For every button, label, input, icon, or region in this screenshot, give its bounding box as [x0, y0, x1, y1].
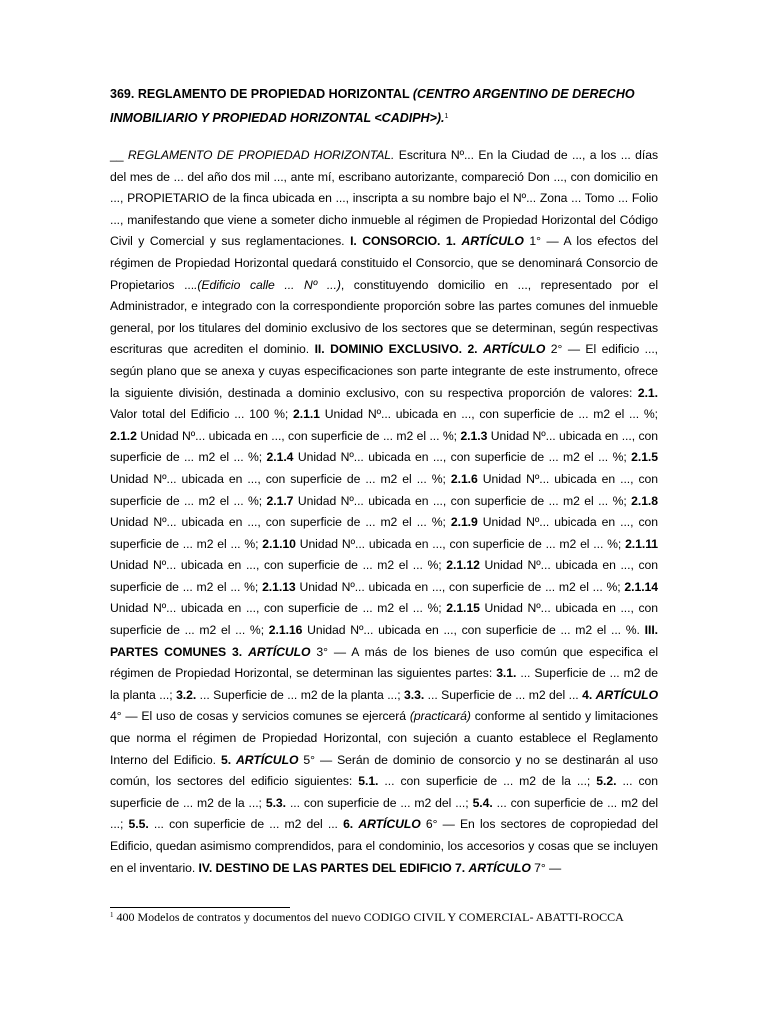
body-run: ... Superficie de ... m2 de la planta ...;	[110, 666, 658, 702]
body-run: ARTÍCULO	[461, 234, 524, 249]
body-run: 2.1.	[637, 385, 658, 400]
body-run: 5.1.	[358, 774, 379, 789]
body-run	[468, 861, 530, 875]
body-run: 2.1.4	[266, 450, 294, 465]
body-run: 2.1.7	[266, 493, 294, 508]
body-run	[596, 688, 658, 702]
body-run: , constituyendo domicilio en ..., representado por el Administrador, e integrado con la correspondiente proporción sobre las partes comunes del inmueble general, por los titulares del dominio exclusivo de los sectores que se determinan, según respectivas escrituras que acrediten el dominio.	[110, 277, 658, 357]
body-run: .(Edificio calle ... Nº ...)	[194, 277, 341, 292]
body-run: Unidad Nº... ubicada en ..., con superficie de ... m2 el ... %;	[295, 579, 625, 594]
body-run: REGLAMENTO DE PROPIEDAD HORIZONTAL.	[127, 148, 395, 162]
document-body	[110, 145, 658, 879]
footnote-text: 400 Modelos de contratos y documentos del nuevo CODIGO CIVIL Y COMERCIAL- ABATTI-ROCCA	[113, 910, 624, 924]
body-run: 2.1.3	[460, 428, 488, 443]
body-run: Valor total del Edificio ... 100 %;	[110, 407, 294, 422]
body-run: Unidad Nº... ubicada en ..., con superficie de ... m2 el ... %;	[110, 428, 658, 465]
body-run: 2.1.6	[450, 471, 478, 486]
body-run: 2.1.8	[631, 493, 658, 508]
body-run: Unidad Nº... ubicada en ..., con superficie de ... m2 el ... %;	[110, 515, 658, 551]
body-run: 5.2.	[596, 774, 617, 789]
body-run: (practicará)	[409, 709, 471, 724]
body-run: Unidad Nº... ubicada en ..., con superficie de ... m2 el ... %;	[110, 601, 658, 638]
body-run: ... con superficie de ... m2 de la ...;	[378, 774, 597, 789]
body-run: ARTÍCULO	[248, 644, 311, 659]
body-run: ... con superficie de ... m2 del ...	[148, 817, 344, 832]
heading-subtitle: (CENTRO ARGENTINO DE DERECHO INMOBILIARIO Y PROPIEDAD HORIZONTAL <CADIPH>).	[110, 87, 635, 125]
body-run: Unidad Nº... ubicada en ..., con superficie de ... m2 el ... %;	[110, 515, 451, 530]
body-run: Unidad Nº... ubicada en ..., con superficie de ... m2 el ... %.	[302, 623, 645, 638]
body-run: Unidad Nº... ubicada en ..., con superficie de ... m2 el ... %;	[319, 407, 658, 422]
body-run: ... con superficie de ... m2 del ...;	[110, 795, 658, 832]
body-run: Unidad Nº... ubicada en ..., con superficie de ... m2 el ... %;	[110, 558, 447, 573]
body-run: ARTÍCULO	[236, 752, 299, 767]
footnote-divider	[110, 907, 290, 908]
footnote	[110, 909, 658, 925]
body-run: 6.	[343, 817, 359, 832]
body-run: 2.1.9	[450, 515, 478, 530]
body-run	[358, 817, 420, 831]
body-run: ... Superficie de ... m2 de la planta ...;	[196, 687, 405, 702]
body-run	[236, 753, 298, 767]
body-run: 3.1.	[496, 666, 517, 681]
body-run: Unidad Nº... ubicada en ..., con superficie de ... m2 el ... %;	[110, 558, 658, 594]
body-run: 2.1.12	[446, 558, 480, 573]
body-run: 2.1.5	[631, 450, 658, 465]
body-run: ARTÍCULO	[358, 817, 421, 832]
body-run: IV. DESTINO DE LAS PARTES DEL EDIFICIO 7.	[198, 860, 469, 875]
body-run: 5.	[220, 752, 237, 767]
body-run: 5.5.	[128, 817, 149, 832]
heading-title: REGLAMENTO DE PROPIEDAD HORIZONTAL	[137, 87, 410, 101]
body-run: 6° — En los sectores de copropiedad del Edificio, quedan asimismo comprendidos, para el condominio, los accesorios y cosas que se incluyen en el inventario.	[110, 817, 658, 875]
footnote-marker: 1	[110, 911, 114, 919]
body-run: 4° — El uso de cosas y servicios comunes se ejercerá	[110, 709, 410, 724]
body-run: 2.1.10	[262, 536, 296, 551]
body-run: 2.1.2	[110, 428, 137, 443]
body-run: 3.2.	[176, 687, 197, 702]
body-run: Unidad Nº... ubicada en ..., con superficie de ... m2 el ... %;	[293, 493, 632, 508]
body-run: III. PARTES COMUNES 3.	[110, 623, 658, 659]
heading-footnote-ref: 1	[444, 113, 449, 120]
body-run: ARTÍCULO	[595, 687, 658, 702]
body-run: 4.	[582, 687, 596, 702]
body-run: 7° —	[530, 860, 562, 875]
body-run: conforme al sentido y limitaciones que norma el régimen de Propiedad Horizontal, con sujeción a cuanto establece el Reglamento Interno del Edificio.	[110, 709, 658, 767]
body-run: 5.3.	[265, 795, 286, 810]
body-run: 2° — El edificio ..., según plano que se anexa y cuyas especificaciones son parte integrante de este instrumento, ofrece la siguiente división, destinada a dominio exclusivo, con su respectiva proporción de valores:	[110, 342, 658, 400]
body-run: ARTÍCULO	[468, 860, 531, 875]
body-run: Escritura Nº... En la Ciudad de ..., a los ... días del mes de ... del año dos mil ..., ante mí, escribano autorizante, compareció Don ..., con domicilio en ..., PROPIETARIO de la finca ubicada en ..., inscripta a su nombre bajo el Nº... Zona ... Tomo ... Folio ..., manifestando que viene a someter dicho inmueble al régimen de Propiedad Horizontal del Código Civil y Comercial y sus reglamentaciones.	[110, 148, 658, 249]
body-run: __	[110, 148, 128, 162]
body-run: 5° — Serán de dominio de consorcio y no se destinarán al uso común, los sectores del edificio siguientes:	[110, 752, 658, 789]
body-run: ... con superficie de ... m2 del ...;	[286, 795, 473, 810]
body-run: 2.1.16	[268, 623, 303, 638]
body-run: Unidad Nº... ubicada en ..., con superficie de ... m2 el ... %;	[110, 471, 451, 486]
body-run: ... con superficie de ... m2 de la ...;	[110, 774, 658, 810]
body-run: Unidad Nº... ubicada en ..., con superficie de ... m2 el ... %;	[110, 601, 447, 616]
body-run	[483, 342, 545, 356]
heading-number: 369.	[110, 87, 135, 101]
body-run: 2.1.14	[624, 579, 659, 594]
body-run: 1° — A los efectos del régimen de Propiedad Horizontal quedará constituido el Consorcio, que se denominará Consorcio de Propietarios ...	[110, 234, 659, 292]
body-run: ARTÍCULO	[483, 342, 546, 357]
body-run: II. DOMINIO EXCLUSIVO. 2.	[314, 342, 483, 357]
document-heading	[110, 82, 658, 130]
body-run: 2.1.13	[262, 579, 296, 594]
body-run: ... Superficie de ... m2 del ...	[424, 687, 583, 702]
body-run: Unidad Nº... ubicada en ..., con superficie de ... m2 el ... %;	[136, 428, 461, 443]
body-run: 2.1.15	[446, 601, 480, 616]
body-run: I. CONSORCIO. 1.	[350, 234, 462, 249]
body-run: 5.4.	[472, 795, 493, 810]
body-run	[248, 645, 310, 659]
body-run: 2.1.1	[293, 407, 320, 422]
body-run: Unidad Nº... ubicada en ..., con superficie de ... m2 el ... %;	[293, 450, 632, 465]
body-run: Unidad Nº... ubicada en ..., con superficie de ... m2 el ... %;	[295, 536, 626, 551]
body-run: Unidad Nº... ubicada en ..., con superficie de ... m2 el ... %;	[110, 471, 658, 508]
body-run: 3° — A más de los bienes de uso común que especifica el régimen de Propiedad Horizontal, se determinan las siguientes partes:	[110, 644, 658, 681]
body-run: 2.1.11	[625, 536, 658, 551]
body-run: 3.3.	[404, 687, 425, 702]
body-run	[462, 234, 524, 248]
